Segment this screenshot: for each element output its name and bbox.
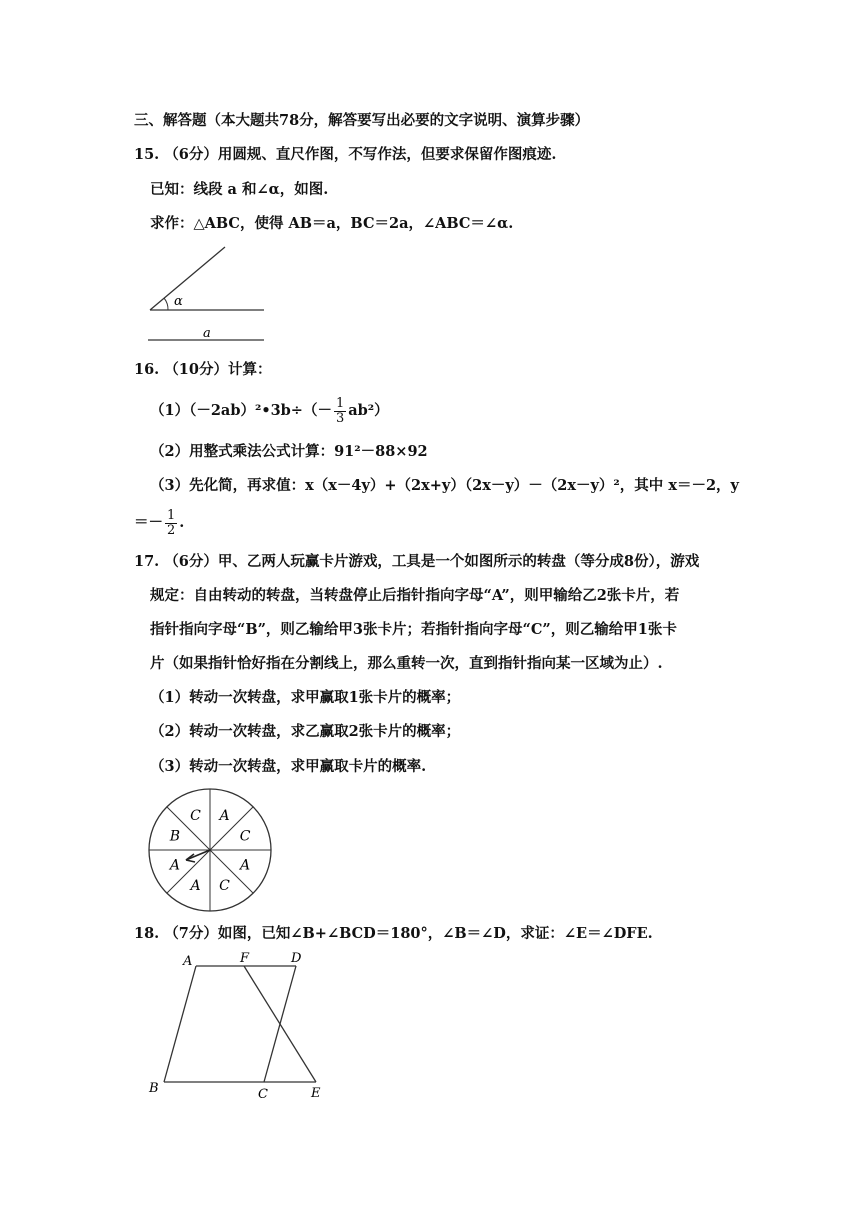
q16-part3-line1: （3）先化简，再求值：x（x－4y）+（2x+y）（2x－y）－（2x－y）²，其中 x＝－2，y bbox=[150, 477, 739, 494]
label-D: D bbox=[291, 951, 302, 966]
label-F: F bbox=[240, 951, 250, 966]
q17-number: 17. bbox=[134, 553, 160, 570]
angle-arc bbox=[164, 298, 168, 310]
spinner-label-7: C bbox=[190, 807, 201, 824]
q16-p1-suffix: ab²） bbox=[348, 402, 389, 419]
spinner-label-6: B bbox=[169, 828, 181, 845]
q16-p3-prefix: ＝－ bbox=[134, 514, 163, 531]
q17-line3: 指针指向字母“B”，则乙输给甲3张卡片；若指针指向字母“C”，则乙输给甲1张卡 bbox=[150, 621, 677, 638]
q16-p1-frac-den: 3 bbox=[335, 410, 345, 426]
q15-known: 已知：线段 a 和∠α，如图. bbox=[150, 181, 329, 198]
fig-a-label: a bbox=[203, 326, 211, 341]
q16-part3-line2 bbox=[134, 508, 184, 538]
q16-p3-frac-num: 1 bbox=[167, 507, 176, 523]
q18-number: 18. bbox=[134, 925, 160, 942]
q16-p1-frac-num: 1 bbox=[335, 395, 345, 411]
spinner-label-0: A bbox=[219, 807, 230, 824]
q17-line4: 片（如果指针恰好指在分割线上，那么重转一次，直到指针指向某一区域为止）. bbox=[150, 655, 663, 672]
spinner-pointer bbox=[186, 850, 210, 860]
q18-text: （7分）如图，已知∠B+∠BCD＝180°，∠B＝∠D，求证：∠E＝∠DFE. bbox=[164, 925, 653, 942]
q15-figure bbox=[140, 240, 270, 345]
section-header: 三、解答题（本大题共78分，解答要写出必要的文字说明、演算步骤） bbox=[134, 112, 590, 129]
q17-part3: （3）转动一次转盘，求甲赢取卡片的概率. bbox=[150, 758, 427, 775]
segment-FE bbox=[244, 966, 316, 1082]
q17-part2: （2）转动一次转盘，求乙赢取2张卡片的概率； bbox=[150, 723, 461, 740]
q16-part2: （2）用整式乘法公式计算：91²－88×92 bbox=[150, 443, 428, 460]
spinner-label-2: A bbox=[240, 857, 251, 874]
q15-number: 15. bbox=[134, 146, 160, 163]
q17-line1-text: （6分）甲、乙两人玩赢卡片游戏，工具是一个如图所示的转盘（等分成8份），游戏 bbox=[164, 553, 700, 570]
segment-AB bbox=[164, 966, 196, 1082]
q16-title bbox=[134, 360, 271, 380]
q16-p3-frac-den: 2 bbox=[167, 522, 176, 538]
spinner-label-5: A bbox=[169, 857, 180, 874]
angle-ray bbox=[150, 247, 225, 310]
q15-task: 求作：△ABC，使得 AB＝a，BC＝2a，∠ABC＝∠α. bbox=[150, 215, 514, 232]
label-B: B bbox=[149, 1081, 159, 1096]
q16-title-text: （10分）计算： bbox=[164, 361, 272, 378]
q16-number: 16. bbox=[134, 361, 160, 378]
fig-alpha-label: α bbox=[174, 294, 183, 309]
spinner-label-1: C bbox=[239, 828, 251, 845]
q15-title-text: （6分）用圆规、直尺作图，不写作法，但要求保留作图痕迹. bbox=[164, 146, 557, 163]
q16-p1-fraction bbox=[334, 397, 346, 426]
label-E: E bbox=[311, 1086, 321, 1101]
q16-part1 bbox=[150, 396, 389, 426]
q16-p1-prefix: （1）（－2ab）²•3b÷（－ bbox=[150, 402, 332, 419]
spinner-label-3: C bbox=[219, 878, 230, 895]
q16-p3-fraction bbox=[165, 509, 177, 538]
q15-title bbox=[134, 145, 556, 165]
q16-p3-suffix: . bbox=[179, 514, 185, 531]
q17-part1: （1）转动一次转盘，求甲赢取1张卡片的概率； bbox=[150, 689, 461, 706]
q17-line2: 规定：自由转动的转盘，当转盘停止后指针指向字母“A”，则甲输给乙2张卡片，若 bbox=[150, 587, 680, 604]
spinner-figure bbox=[146, 786, 274, 914]
label-A: A bbox=[183, 954, 193, 969]
q17-line1 bbox=[134, 552, 699, 572]
label-C: C bbox=[258, 1087, 268, 1102]
q18-figure bbox=[140, 948, 340, 1104]
q18-title bbox=[134, 924, 653, 944]
spinner-label-4: A bbox=[190, 878, 201, 895]
